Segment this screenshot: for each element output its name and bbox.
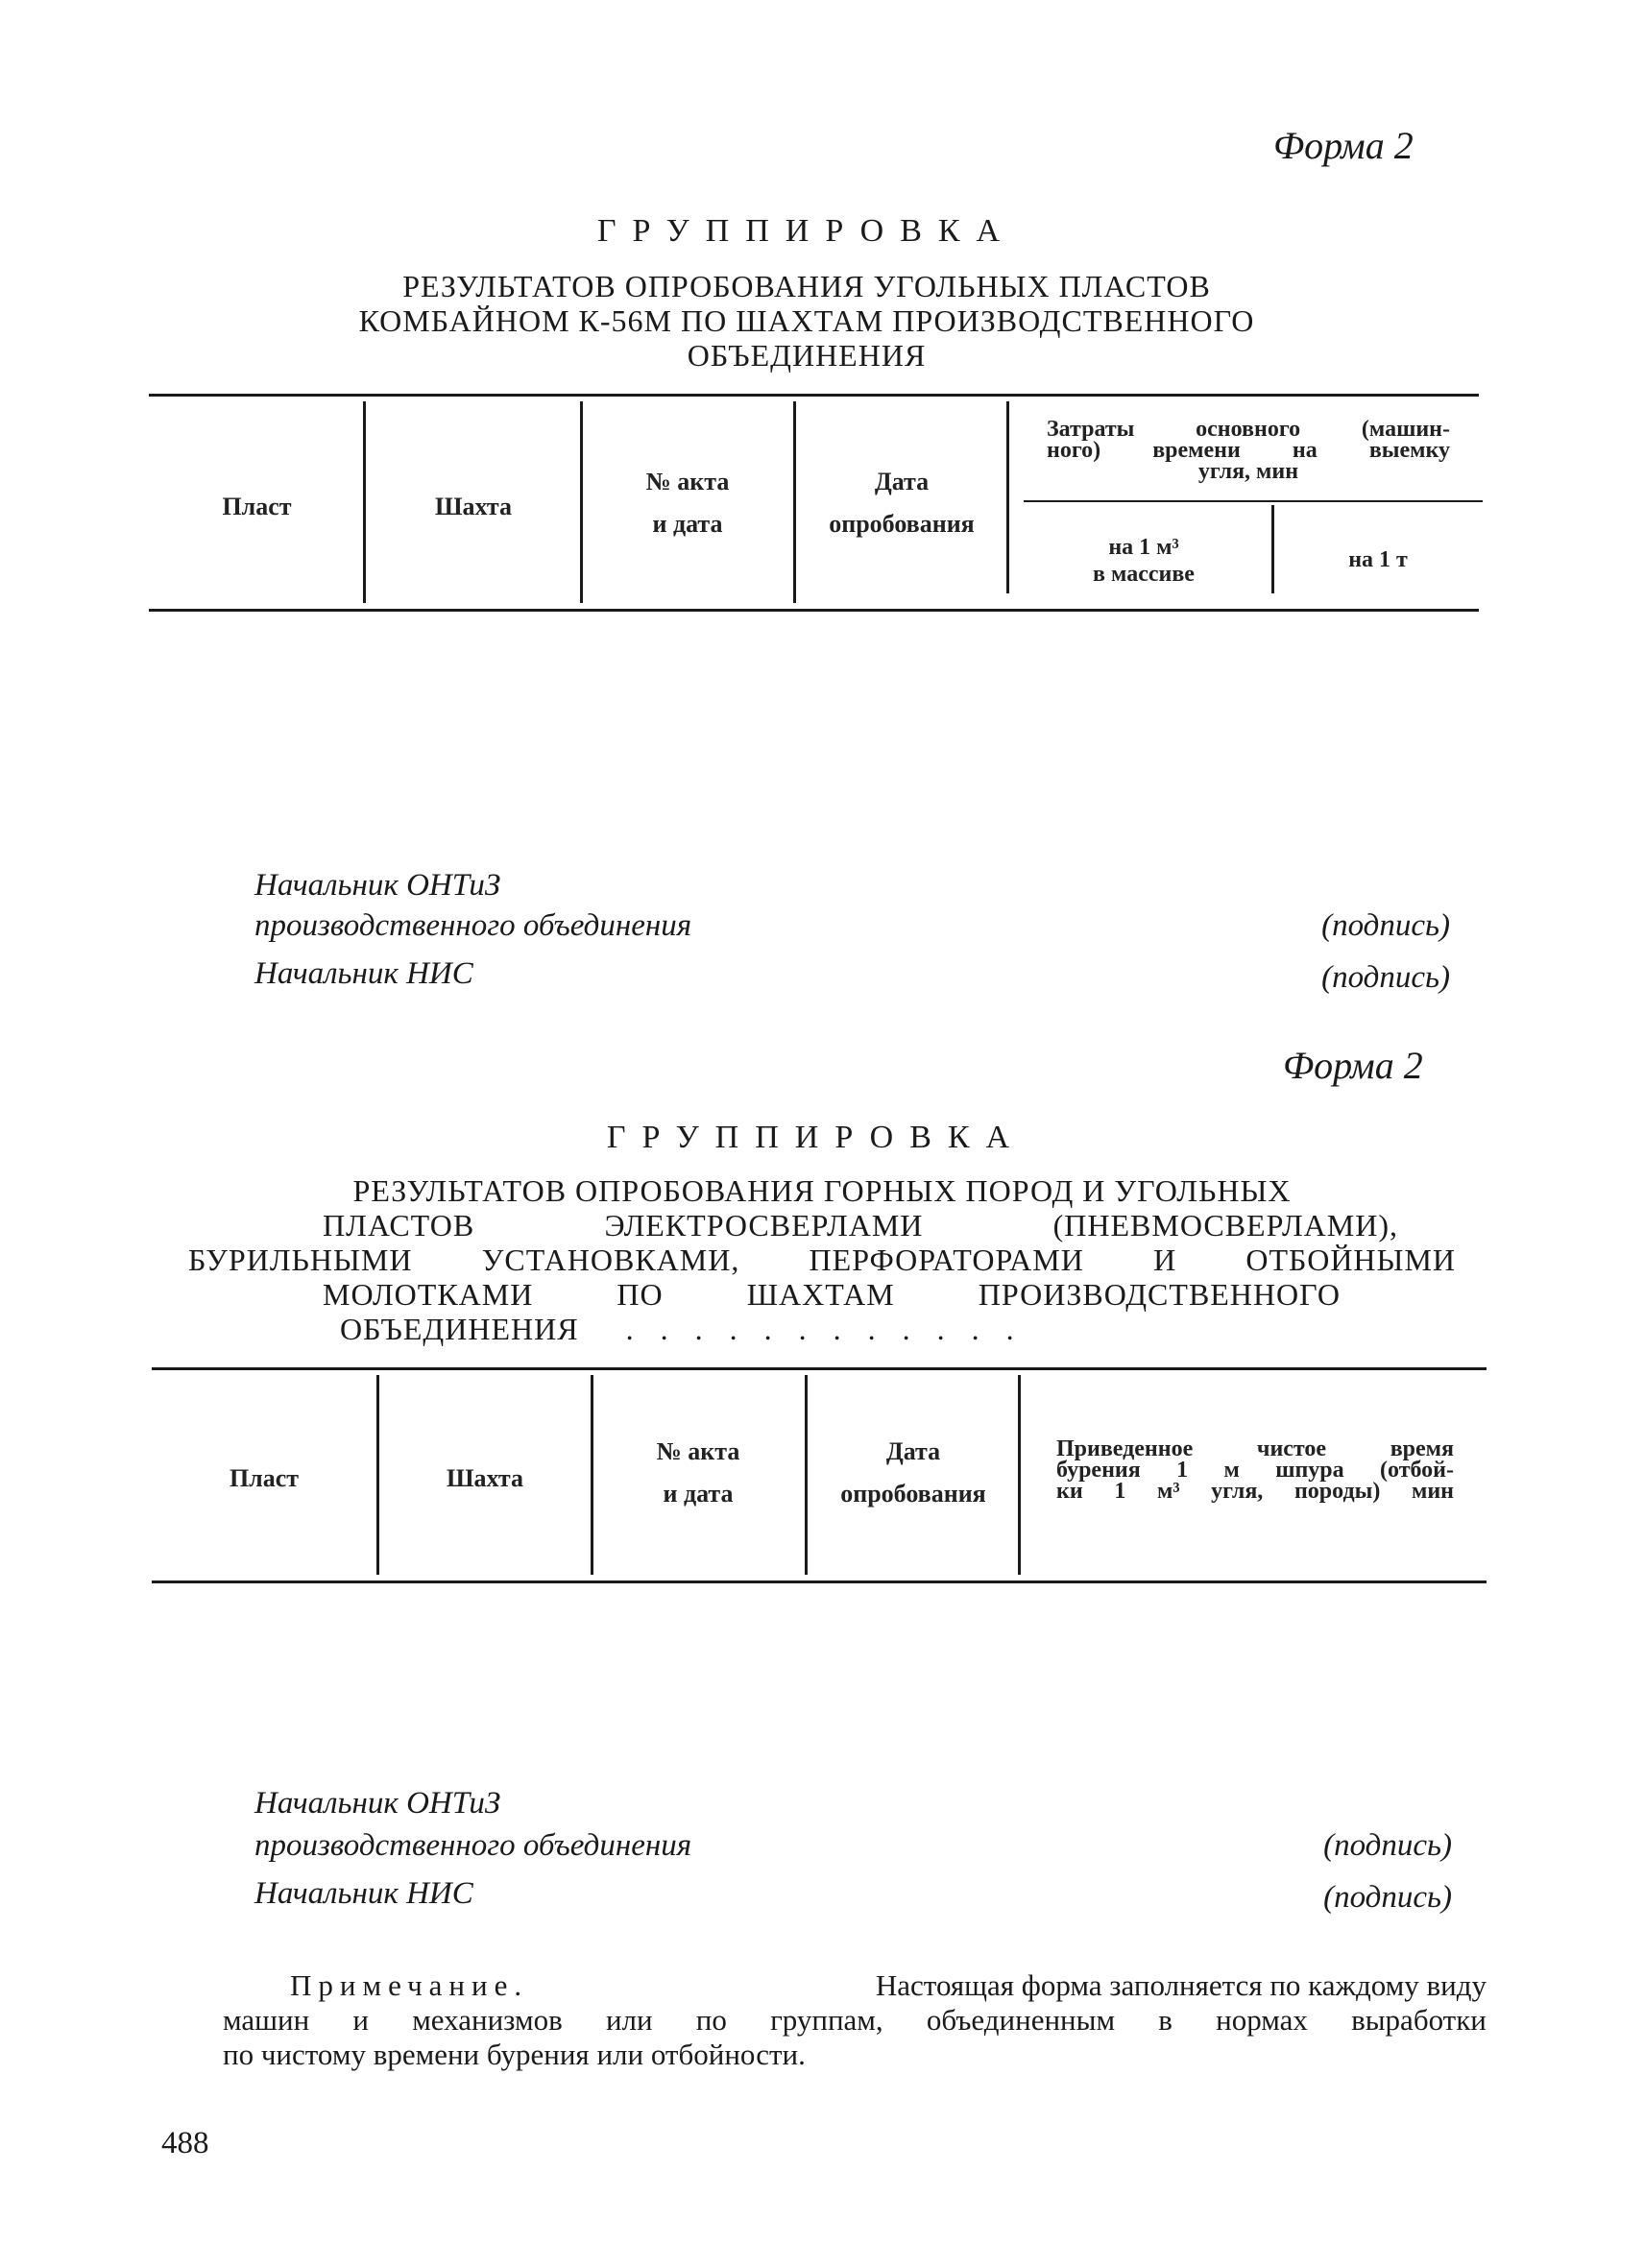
form1-header-akt-line: № акта	[645, 468, 730, 495]
form2-header-akt-line: и дата	[663, 1480, 734, 1508]
form2-signature-2: (подпись)	[1323, 1880, 1452, 1915]
form1-chief-ontiz-org: производственного объединения	[254, 908, 692, 943]
note-line	[223, 1968, 1487, 2003]
form2-header-data-line: опробования	[840, 1480, 986, 1508]
form2-header-time	[1056, 1438, 1454, 1502]
form2-header-akt	[595, 1431, 801, 1515]
word: МОЛОТКАМИ	[323, 1277, 534, 1312]
form2-heading: ГРУППИРОВКА	[606, 1120, 1027, 1155]
word: породы)	[1293, 1479, 1381, 1504]
word: в	[1158, 2003, 1173, 2037]
form1-signature-1: (подпись)	[1321, 908, 1450, 943]
form1-col-divider	[363, 401, 366, 603]
word: основного	[1196, 417, 1301, 442]
form1-header-data-line: опробования	[829, 510, 975, 538]
word: ПО	[616, 1277, 664, 1312]
word: 1	[1176, 1458, 1189, 1483]
word: бурения	[1056, 1458, 1141, 1483]
form2-chief-ontiz-org: производственного объединения	[254, 1828, 692, 1863]
word: (машин-	[1361, 417, 1450, 442]
form2-header-shakhta: Шахта	[447, 1464, 523, 1492]
word: нормах	[1216, 2003, 1308, 2037]
form1-title-line: КОМБАЙНОМ К-56М ПО ШАХТАМ ПРОИЗВОДСТВЕННОГО	[358, 303, 1255, 338]
form2-title-line: РЕЗУЛЬТАТОВ ОПРОБОВАНИЯ ГОРНЫХ ПОРОД И УГОЛЬНЫХ	[352, 1173, 1292, 1208]
form2-title-line	[188, 1208, 1456, 1243]
form2-header-time-line	[1056, 1481, 1454, 1502]
word: угля,	[1211, 1479, 1264, 1504]
form2-title-last-word: ОБЪЕДИНЕНИЯ	[340, 1312, 579, 1346]
form1-header-costs-line	[1047, 440, 1450, 461]
form2-header-data	[810, 1431, 1016, 1515]
word: или	[605, 2003, 653, 2037]
word: (ПНЕВМОСВЕРЛАМИ),	[1052, 1208, 1398, 1243]
word: и	[352, 2003, 369, 2037]
form1-header-shakhta: Шахта	[435, 493, 512, 520]
form2-title	[188, 1173, 1456, 1346]
form1-col-divider	[793, 401, 796, 603]
word: машин	[223, 2003, 310, 2037]
form1-header-akt	[586, 461, 789, 545]
word: БУРИЛЬНЫМИ	[188, 1243, 413, 1277]
word: м	[1223, 1458, 1240, 1483]
note-label: Примечание.	[290, 1968, 529, 2002]
form2-title-dots: . . . . . . . . . . . .	[625, 1312, 1024, 1346]
form1-signature-2: (подпись)	[1321, 960, 1450, 995]
word: ного)	[1047, 438, 1101, 463]
form1-header-costs-line: угля, мин	[1197, 459, 1299, 484]
form1-subheader-m3-line: в массиве	[1093, 562, 1195, 587]
form1-chief-nis: Начальник НИС	[254, 956, 473, 991]
word: ки	[1056, 1479, 1083, 1504]
note-line	[223, 2003, 1487, 2038]
word: ПЛАСТОВ	[323, 1208, 475, 1243]
word: на	[1292, 438, 1318, 463]
form1-title-line: ОБЪЕДИНЕНИЯ	[687, 338, 927, 373]
word: ПРОИЗВОДСТВЕННОГО	[978, 1277, 1341, 1312]
form2-header-time-line	[1056, 1460, 1454, 1481]
form1-subheader-m3-line: на 1 м³	[1108, 535, 1179, 560]
form2-table-bottom-rule	[152, 1580, 1487, 1583]
form1-subheader-rule	[1024, 500, 1483, 502]
word: м³	[1156, 1479, 1180, 1504]
form2-table-top-rule	[152, 1367, 1487, 1370]
word: ЭЛЕКТРОСВЕРЛАМИ	[604, 1208, 924, 1243]
form1-subcol-divider	[1271, 505, 1274, 593]
word: Приведенное	[1056, 1436, 1194, 1461]
note-line: по чистому времени бурения или отбойности.	[223, 2038, 806, 2071]
form2-header-data-line: Дата	[885, 1437, 941, 1465]
word: время	[1390, 1436, 1454, 1461]
form1-header-data-line: Дата	[874, 468, 930, 495]
word: ПЕРФОРАТОРАМИ	[809, 1243, 1084, 1277]
word: времени	[1152, 438, 1241, 463]
word: выработки	[1351, 2003, 1487, 2037]
form1-header-costs	[1047, 419, 1450, 482]
form2-chief-ontiz: Начальник ОНТиЗ	[254, 1786, 501, 1821]
form1-label: Форма 2	[1273, 124, 1414, 167]
word: УСТАНОВКАМИ,	[481, 1243, 740, 1277]
word: И	[1153, 1243, 1177, 1277]
form1-col-divider	[1006, 401, 1009, 593]
word: Затраты	[1047, 417, 1135, 442]
note-line1-text: Настоящая форма заполняется по каждому виду	[875, 1968, 1487, 2002]
form1-heading: ГРУППИРОВКА	[596, 213, 1017, 249]
word: чистое	[1256, 1436, 1327, 1461]
word: ОТБОЙНЫМИ	[1245, 1243, 1456, 1277]
form2-col-divider	[376, 1375, 379, 1575]
form2-header-akt-line: № акта	[656, 1437, 740, 1465]
note	[223, 1968, 1487, 2072]
form1-title-line: РЕЗУЛЬТАТОВ ОПРОБОВАНИЯ УГОЛЬНЫХ ПЛАСТОВ	[402, 269, 1211, 303]
form1-header-costs-line	[1047, 419, 1450, 440]
form1-table-top-rule	[149, 394, 1479, 397]
word: механизмов	[412, 2003, 563, 2037]
form2-title-line	[188, 1243, 1456, 1277]
word: по	[695, 2003, 727, 2037]
word: группам,	[770, 2003, 883, 2037]
form1-table-bottom-rule	[149, 609, 1479, 612]
form1-title	[250, 269, 1364, 373]
word: (отбой-	[1380, 1458, 1454, 1483]
form2-signature-1: (подпись)	[1323, 1828, 1452, 1863]
word: выемку	[1368, 438, 1450, 463]
word: 1	[1114, 1479, 1126, 1504]
word: объединенным	[926, 2003, 1116, 2037]
form2-label: Форма 2	[1283, 1044, 1423, 1087]
word: мин	[1411, 1479, 1454, 1504]
form2-col-divider	[805, 1375, 808, 1575]
page-number: 488	[161, 2126, 209, 2160]
form1-header-plast: Пласт	[222, 493, 292, 520]
word: ШАХТАМ	[746, 1277, 895, 1312]
form1-subheader-m3	[1018, 534, 1269, 588]
form2-col-divider	[591, 1375, 593, 1575]
word: шпура	[1275, 1458, 1344, 1483]
form1-col-divider	[580, 401, 583, 603]
form1-chief-ontiz: Начальник ОНТиЗ	[254, 868, 501, 903]
form2-title-line-last	[188, 1312, 1456, 1346]
form2-header-plast: Пласт	[229, 1464, 300, 1492]
form1-header-akt-line: и дата	[652, 510, 723, 538]
form2-col-divider	[1018, 1375, 1021, 1575]
form1-header-data	[799, 461, 1004, 545]
form2-chief-nis: Начальник НИС	[254, 1876, 473, 1911]
form1-subheader-t: на 1 т	[1348, 547, 1408, 572]
form2-header-time-line	[1056, 1438, 1454, 1460]
form2-title-line	[188, 1277, 1456, 1312]
